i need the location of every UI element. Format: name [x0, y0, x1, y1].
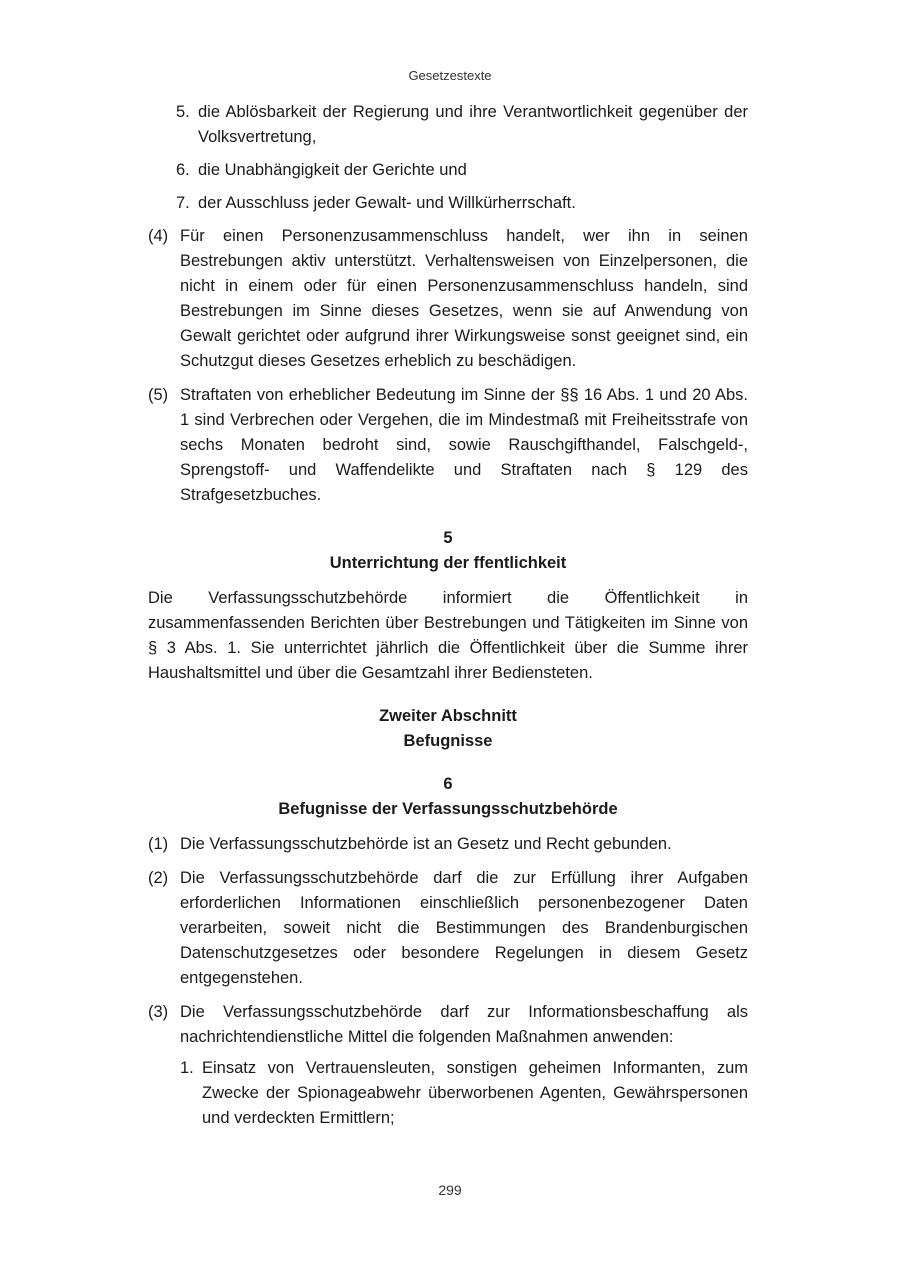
- list-item-number: 5.: [176, 103, 190, 121]
- paragraph-number: (4): [148, 227, 169, 245]
- list-item-number: 6.: [176, 161, 190, 179]
- list-item-text: die Unabhängigkeit der Gerichte und: [198, 161, 467, 179]
- paragraph-number: (1): [148, 835, 169, 853]
- paragraph-number: (3): [148, 1003, 169, 1021]
- list-item-number: 7.: [176, 194, 190, 212]
- paragraph-4: [148, 224, 748, 374]
- list-item: [148, 191, 748, 216]
- list-item-text: die Ablösbarkeit der Regierung und ihre Verantwortlichkeit gegenüber der Volksvertretung,: [198, 103, 748, 146]
- section-5-number: 5: [443, 529, 453, 547]
- chapter-title: Befugnisse: [403, 732, 493, 750]
- running-header: Gesetzestexte: [408, 68, 492, 83]
- list-item: [148, 158, 748, 183]
- section-6-title: Befugnisse der Verfassungsschutzbehörde: [278, 800, 618, 818]
- paragraph-text: Die Verfassungsschutzbehörde darf die zur Erfüllung ihrer Aufgaben erforderlichen Informationen einschließlich personenbezogener Daten verarbeiten, soweit nicht die Bestimmungen des Brandenburgischen Datenschutzgesetzes oder besondere Regelungen in diesem Gesetz entgegenstehen.: [180, 869, 748, 987]
- paragraph-text: Für einen Personenzusammenschluss handelt, wer ihn in seinen Bestrebungen aktiv unterstützt. Verhaltensweisen von Einzelpersonen, die nicht in einem oder für einen Personenzusammenschluss handeln, sind Bestrebungen im Sinne dieses Gesetzes, wenn sie auf Anwendung von Gewalt gerichtet oder aufgrund ihrer Wirkungsweise sonst geeignet sind, ein Schutzgut dieses Gesetzes erheblich zu beschädigen.: [180, 227, 748, 370]
- list-item: [148, 100, 748, 150]
- paragraph-6-2: [148, 866, 748, 991]
- paragraph-number: (2): [148, 869, 169, 887]
- paragraph-text: Die Verfassungsschutzbehörde ist an Gesetz und Recht gebunden.: [180, 835, 672, 853]
- list-item-text: Einsatz von Vertrauensleuten, sonstigen geheimen Informanten, zum Zwecke der Spionageabwehr überworbenen Agenten, Gewährspersonen und verdeckten Ermittlern;: [202, 1059, 748, 1127]
- paragraph-number: (5): [148, 386, 169, 404]
- page-content: [148, 100, 748, 1140]
- chapter-label: Zweiter Abschnitt: [379, 707, 517, 725]
- paragraph-6-1: [148, 832, 748, 857]
- section-6-number: 6: [443, 775, 453, 793]
- section-5-text: Die Verfassungsschutzbehörde informiert die Öffentlichkeit in zusammenfassenden Berichten über Bestrebungen und Tätigkeiten im Sinne von § 3 Abs. 1. Sie unterrichtet jährlich die Öffentlichkeit über die Summe ihrer Haushaltsmittel und über die Gesamtzahl ihrer Bediensteten.: [148, 589, 748, 682]
- page-number: 299: [438, 1182, 462, 1198]
- paragraph-text: Straftaten von erheblicher Bedeutung im Sinne der §§ 16 Abs. 1 und 20 Abs. 1 sind Verbrechen oder Vergehen, die im Mindestmaß mit Freiheitsstrafe von sechs Monaten bedroht sind, sowie Rauschgifthandel, Falschgeld-, Sprengstoff- und Waffendelikte und Straftaten nach § 129 des Strafgesetzbuches.: [180, 386, 748, 504]
- paragraph-text: Die Verfassungsschutzbehörde darf zur Informationsbeschaffung als nachrichtendienstliche Mittel die folgenden Maßnahmen anwenden:: [180, 1003, 748, 1046]
- paragraph-5: [148, 383, 748, 508]
- paragraph-6-3: [148, 1000, 748, 1131]
- list-item-text: der Ausschluss jeder Gewalt- und Willkürherrschaft.: [198, 194, 576, 212]
- list-item: [180, 1056, 748, 1131]
- list-item-number: 1.: [180, 1059, 194, 1077]
- section-5-title: Unterrichtung der ffentlichkeit: [329, 554, 567, 572]
